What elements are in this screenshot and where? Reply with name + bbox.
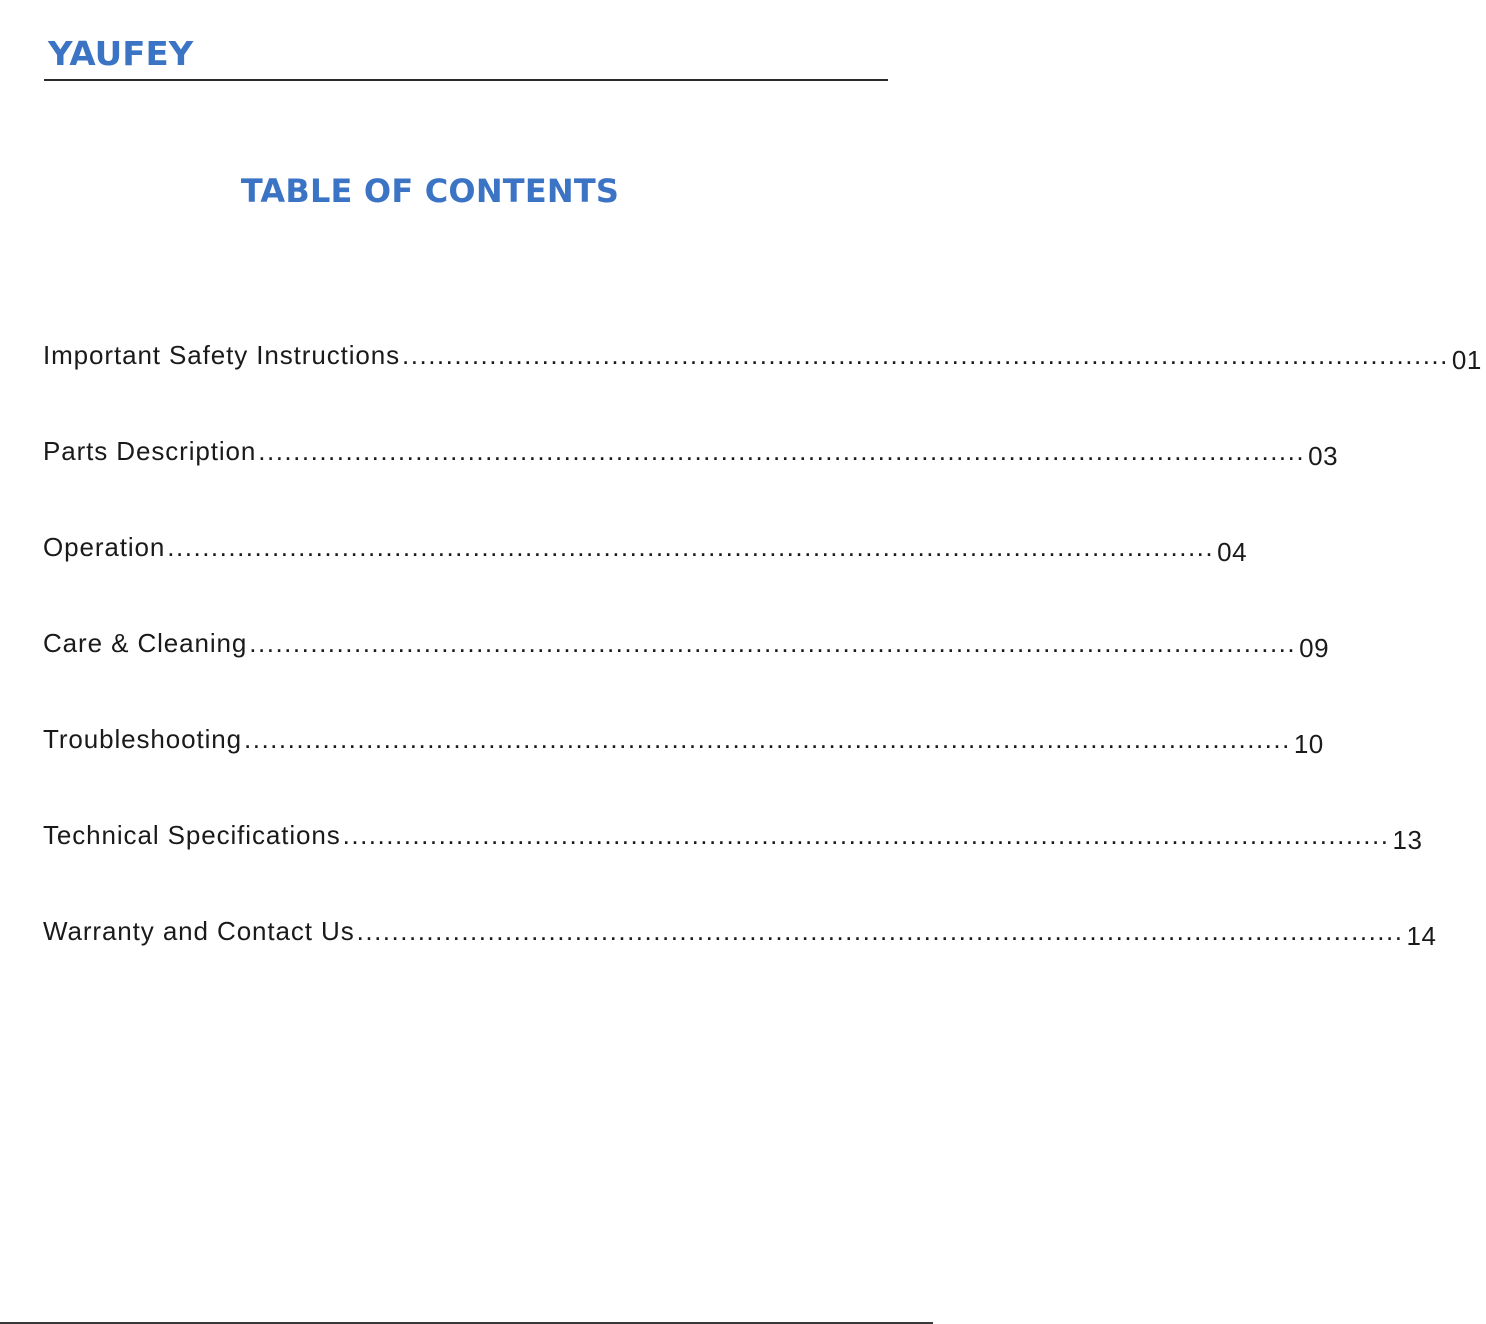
- toc-entry-page: 13: [1392, 825, 1423, 855]
- toc-entry-label: Warranty and Contact Us: [43, 916, 355, 946]
- toc-dot-leader: ........................................................................................................................: [356, 916, 1404, 946]
- toc-dot-leader: ........................................................................................................................: [342, 820, 1390, 850]
- toc-dot-leader: ........................................................................................................................: [244, 724, 1291, 754]
- toc-entry-page: 14: [1406, 921, 1437, 951]
- brand-logo: YAUFEY: [48, 34, 194, 73]
- toc-entry-label: Technical Specifications: [43, 820, 341, 850]
- toc-entry[interactable]: [43, 820, 1423, 916]
- toc-entry[interactable]: [43, 916, 1437, 1012]
- toc-entry[interactable]: [43, 628, 1330, 724]
- header-divider: [44, 79, 888, 81]
- toc-entry-page: 04: [1217, 537, 1248, 567]
- toc-dot-leader: ........................................................................................................................: [258, 436, 1306, 466]
- page-title: TABLE OF CONTENTS: [240, 172, 620, 210]
- toc-entry-label: Operation: [43, 532, 166, 562]
- toc-entry-label: Important Safety Instructions: [43, 340, 401, 370]
- toc-entry[interactable]: [43, 340, 1482, 436]
- toc-dot-leader: ........................................................................................................................: [402, 340, 1449, 370]
- toc-list: [43, 340, 1482, 1012]
- toc-entry[interactable]: [43, 532, 1248, 628]
- toc-entry-label: Care & Cleaning: [43, 628, 248, 658]
- toc-entry-page: 09: [1299, 633, 1330, 663]
- toc-dot-leader: ........................................................................................................................: [249, 628, 1297, 658]
- toc-entry-label: Troubleshooting: [43, 724, 242, 754]
- toc-entry[interactable]: [43, 724, 1324, 820]
- toc-entry-label: Parts Description: [43, 436, 257, 466]
- toc-entry-page: 03: [1308, 441, 1339, 471]
- toc-entry-page: 01: [1451, 345, 1482, 375]
- toc-entry[interactable]: [43, 436, 1339, 532]
- toc-dot-leader: ........................................................................................................................: [167, 532, 1215, 562]
- toc-entry-page: 10: [1293, 729, 1324, 759]
